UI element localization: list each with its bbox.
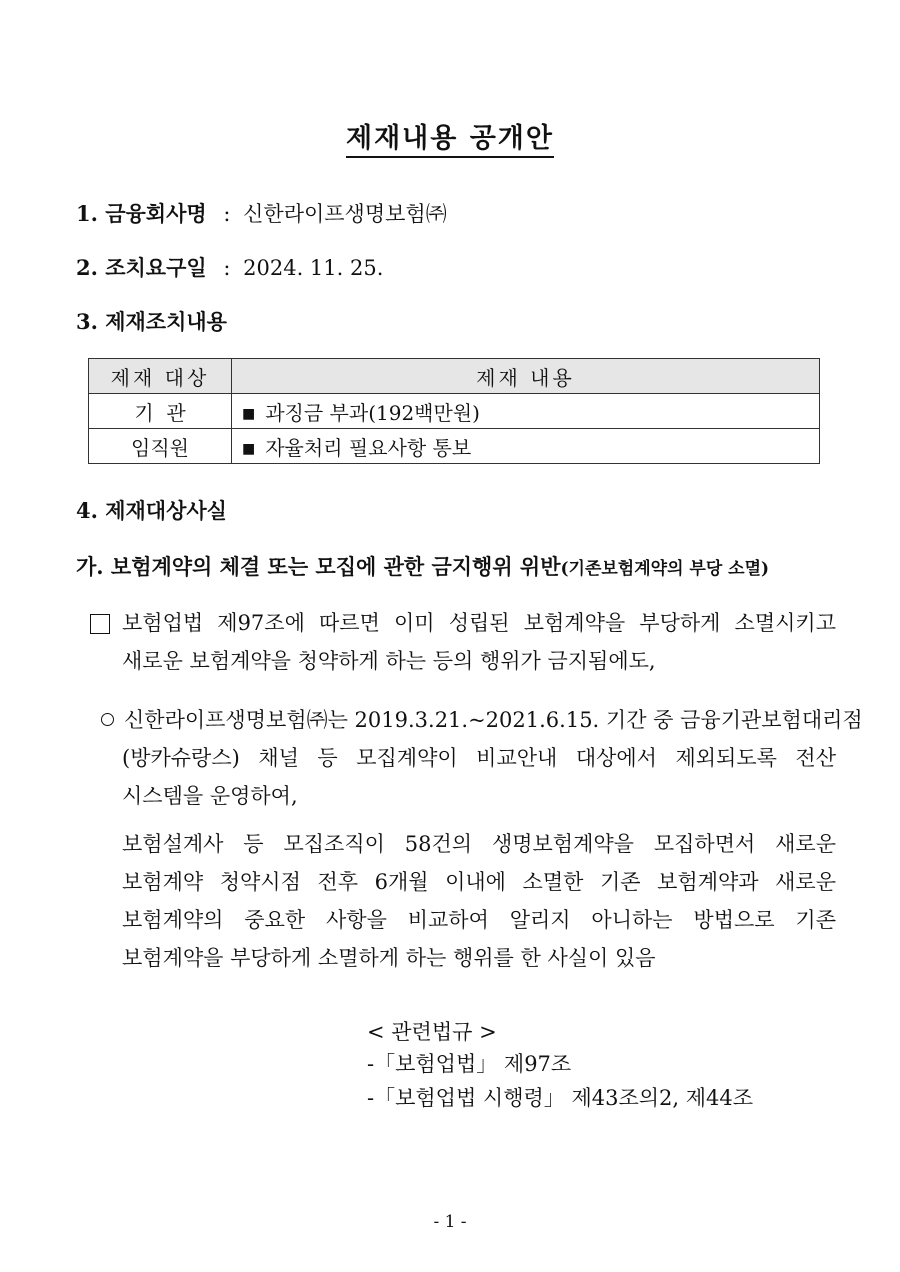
table-cell-target: 임직원 — [89, 429, 232, 464]
table-cell-target: 기 관 — [89, 394, 232, 429]
square-bullet-icon: ■ — [242, 405, 256, 422]
paragraph-law-basis-cont: 새로운 보험계약을 청약하게 하는 등의 행위가 금지됨에도, — [122, 649, 656, 673]
table-header-target: 제재 대상 — [89, 359, 232, 394]
paragraph-law-basis: 보험업법 제97조에 따르면 이미 성립된 보험계약을 부당하게 소멸시키고 — [122, 611, 836, 635]
company-name-label: 1. 금융회사명 — [76, 201, 207, 226]
action-date-value: 2024. 11. 25. — [243, 256, 384, 280]
paragraph-violation-facts: 보험설계사 등 모집조직이 58건의 생명보험계약을 모집하면서 새로운 보험계약 청약시점 전후 6개월 이내에 소멸한 기존 보험계약과 새로운 보험계약의 중요한 사항을 비교하여 알리지 아니하는 방법으로 기존 보험계약을 부당하게 소멸하게 하는 행위를 한 사실이 있음 — [122, 832, 836, 970]
table-cell-content: ■ 과징금 부과(192백만원) — [232, 394, 820, 429]
company-name-line — [76, 198, 447, 228]
square-bullet-icon: ■ — [242, 440, 256, 457]
related-law-item: -「보험업법 시행령」 제43조의2, 제44조 — [367, 1086, 754, 1110]
company-name-value: 신한라이프생명보험㈜ — [243, 202, 447, 226]
page-number: - 1 - — [433, 1212, 467, 1232]
action-date-label: 2. 조치요구일 — [76, 255, 207, 280]
action-date-sep: : — [223, 256, 231, 280]
table-cell-content: ■ 자율처리 필요사항 통보 — [232, 429, 820, 464]
violation-subheading: 가. 보험계약의 체결 또는 모집에 관한 금지행위 위반(기존보험계약의 부당 소멸) — [76, 554, 770, 579]
table-row — [89, 394, 820, 429]
table-header-row — [89, 359, 820, 394]
company-name-sep: : — [223, 202, 231, 226]
paragraph-system-operation: 신한라이프생명보험㈜는 2019.3.21.~2021.6.15. 기간 중 금융기관보험대리점 — [124, 708, 863, 732]
related-law-item: -「보험업법」 제97조 — [367, 1052, 572, 1076]
checkbox-square-icon — [90, 614, 110, 634]
table-header-content: 제재 내용 — [232, 359, 820, 394]
circle-bullet-icon — [101, 713, 114, 726]
facts-section-heading: 4. 제재대상사실 — [76, 498, 227, 523]
sanction-section-heading: 3. 제재조치내용 — [76, 309, 227, 334]
sanction-table — [88, 358, 820, 464]
action-date-line — [76, 252, 383, 282]
related-laws-heading: < 관련법규 > — [367, 1020, 497, 1044]
document-title: 제재내용 공개안 — [0, 116, 900, 155]
paragraph-system-operation-cont: (방카슈랑스) 채널 등 모집계약이 비교안내 대상에서 제외되도록 전산 시스템을 운영하여, — [122, 746, 836, 808]
table-row — [89, 429, 820, 464]
